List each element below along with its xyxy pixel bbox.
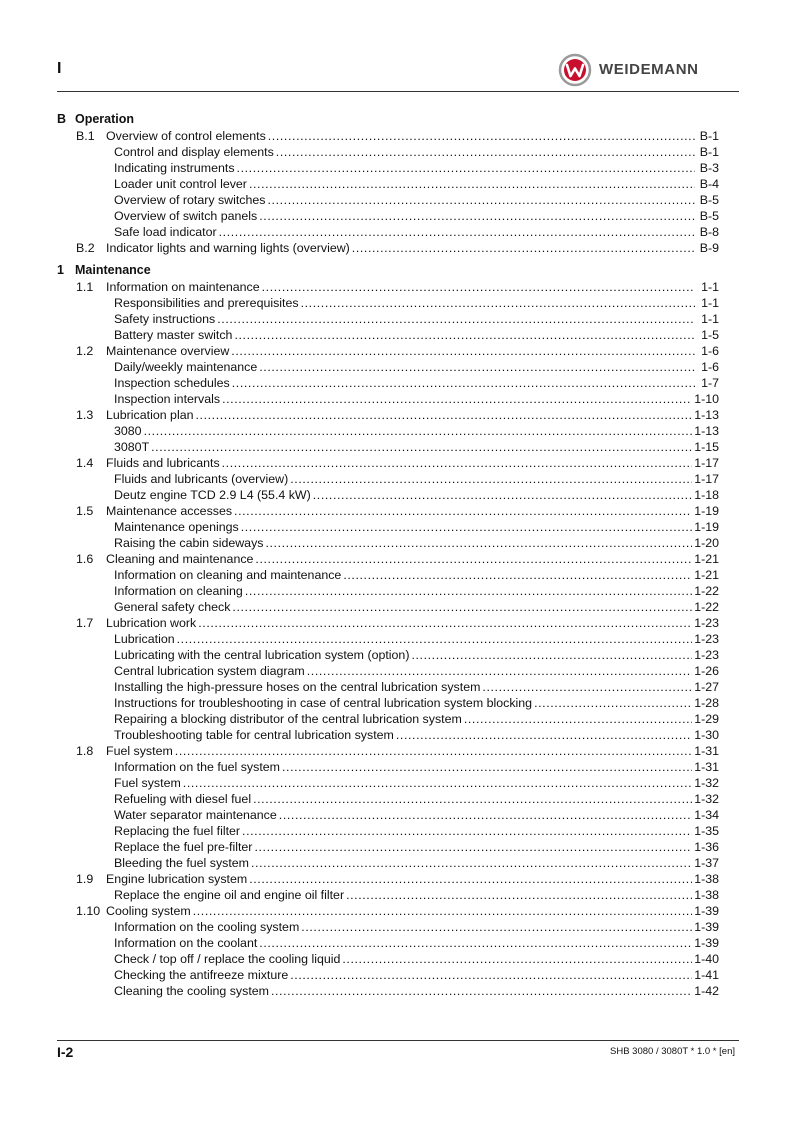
entry-title: Maintenance overview [106,344,230,358]
entry-title: 3080 [114,424,142,438]
weidemann-logo [558,53,738,87]
entry-page-number: B-8 [699,225,719,239]
dot-leader [242,824,692,839]
toc-entry[interactable] [57,775,719,791]
entry-title: Daily/weekly maintenance [114,360,258,374]
toc-entry[interactable] [57,967,719,983]
entry-page-number: 1-5 [701,328,719,342]
dot-leader [241,520,693,535]
toc-entry[interactable] [57,935,719,951]
entry-page-number: 1-28 [694,696,719,710]
entry-page-number: 1-13 [694,408,719,422]
entry-page-number: 1-42 [694,984,719,998]
toc-entry[interactable] [57,279,719,295]
dot-leader [175,744,692,759]
entry-title: 3080T [114,440,150,454]
index-letter: I [57,60,62,77]
entry-page-number: 1-35 [694,824,719,838]
toc-entry[interactable] [57,311,719,327]
toc-entry[interactable] [57,240,719,256]
toc-entry[interactable] [57,551,719,567]
dot-leader [279,808,692,823]
entry-page-number: 1-23 [694,648,719,662]
entry-title: Engine lubrication system [106,872,248,886]
dot-leader [196,408,693,423]
entry-number: 1.8 [76,744,94,758]
entry-title: Indicator lights and warning lights (overview) [106,241,350,255]
toc-entry[interactable] [57,439,719,455]
entry-title: Safety instructions [114,312,216,326]
entry-title: Responsibilities and prerequisites [114,296,299,310]
entry-title: General safety check [114,600,231,614]
entry-title: Cooling system [106,904,191,918]
entry-page-number: 1-17 [694,472,719,486]
toc-entry[interactable] [57,327,719,343]
dot-leader [177,632,693,647]
entry-page-number: 1-39 [694,920,719,934]
toc-entry[interactable] [57,599,719,615]
toc-entry[interactable] [57,224,719,240]
toc-entry[interactable] [57,359,719,375]
toc-entry[interactable] [57,855,719,871]
entry-title: Overview of control elements [106,129,266,143]
entry-page-number: 1-13 [694,424,719,438]
toc-entry[interactable] [57,663,719,679]
dot-leader [222,456,693,471]
entry-title: Loader unit control lever [114,177,247,191]
toc-entry[interactable] [57,343,719,359]
dot-leader [251,856,692,871]
dot-leader [253,792,692,807]
entry-title: Maintenance openings [114,520,239,534]
section-number: B [57,112,67,126]
toc-entry[interactable] [57,791,719,807]
toc-entry[interactable] [57,160,719,176]
entry-page-number: 1-21 [694,568,719,582]
entry-page-number: 1-39 [694,904,719,918]
entry-title: Information on cleaning [114,584,243,598]
toc-entry[interactable] [57,128,719,144]
dot-leader [232,600,692,615]
entry-page-number: 1-6 [701,360,719,374]
entry-page-number: 1-17 [694,456,719,470]
toc-entry[interactable] [57,647,719,663]
logo-emblem-icon [558,53,594,87]
entry-title: Repairing a blocking distributor of the central lubrication system [114,712,462,726]
entry-title: Inspection schedules [114,376,230,390]
dot-leader [313,488,692,503]
toc-section-heading [57,263,719,279]
entry-title: Instructions for troubleshooting in case of central lubrication system blocking [114,696,533,710]
entry-title: Control and display elements [114,145,274,159]
entry-title: Lubricating with the central lubrication system (option) [114,648,410,662]
entry-title: Refueling with diesel fuel [114,792,252,806]
toc-entry[interactable] [57,823,719,839]
dot-leader [464,712,692,727]
toc-entry[interactable] [57,583,719,599]
entry-page-number: 1-18 [694,488,719,502]
dot-leader [267,193,695,208]
entry-number: 1.10 [76,904,101,918]
entry-page-number: B-1 [699,129,719,143]
entry-title: Deutz engine TCD 2.9 L4 (55.4 kW) [114,488,311,502]
entry-number: B.2 [76,241,95,255]
table-of-contents [57,110,719,999]
entry-page-number: B-5 [699,193,719,207]
entry-number: 1.4 [76,456,94,470]
toc-entry[interactable] [57,727,719,743]
dot-leader [259,360,695,375]
toc-entry[interactable] [57,208,719,224]
dot-leader [255,552,692,567]
entry-title: Information on the cooling system [114,920,300,934]
entry-title: Checking the antifreeze mixture [114,968,289,982]
entry-title: Battery master switch [114,328,233,342]
dot-leader [343,568,692,583]
entry-title: Fluids and lubricants [106,456,220,470]
dot-leader [234,328,695,343]
entry-title: Indicating instruments [114,161,235,175]
entry-title: Central lubrication system diagram [114,664,305,678]
entry-page-number: 1-38 [694,872,719,886]
dot-leader [183,776,692,791]
dot-leader [346,888,692,903]
dot-leader [482,680,692,695]
entry-title: Lubrication plan [106,408,194,422]
dot-leader [151,440,692,455]
dot-leader [245,584,692,599]
entry-page-number: 1-22 [694,600,719,614]
entry-title: Installing the high-pressure hoses on the central lubrication system [114,680,481,694]
entry-page-number: B-9 [699,241,719,255]
dot-leader [411,648,692,663]
entry-number: 1.9 [76,872,94,886]
entry-page-number: 1-21 [694,552,719,566]
dot-leader [234,504,692,519]
toc-entry[interactable] [57,615,719,631]
entry-page-number: 1-7 [701,376,719,390]
toc-entry[interactable] [57,535,719,551]
dot-leader [301,920,692,935]
entry-page-number: B-1 [699,145,719,159]
dot-leader [222,392,692,407]
toc-entry[interactable] [57,887,719,903]
entry-title: Maintenance accesses [106,504,233,518]
toc-entry[interactable] [57,503,719,519]
entry-page-number: 1-37 [694,856,719,870]
entry-title: Water separator maintenance [114,808,277,822]
entry-title: Replacing the fuel filter [114,824,241,838]
entry-page-number: 1-1 [701,312,719,326]
toc-entry[interactable] [57,631,719,647]
entry-title: Information on maintenance [106,280,260,294]
section-title: Maintenance [75,263,151,277]
toc-entry[interactable] [57,192,719,208]
toc-entry[interactable] [57,295,719,311]
entry-title: Information on the coolant [114,936,258,950]
entry-page-number: 1-30 [694,728,719,742]
entry-number: 1.2 [76,344,94,358]
toc-entry[interactable] [57,839,719,855]
toc-entry[interactable] [57,711,719,727]
dot-leader [282,760,692,775]
toc-entry[interactable] [57,519,719,535]
dot-leader [352,241,695,256]
toc-entry[interactable] [57,455,719,471]
toc-entry[interactable] [57,807,719,823]
footer-page-number: I-2 [57,1044,74,1060]
toc-entry[interactable] [57,144,719,160]
entry-page-number: 1-32 [694,776,719,790]
dot-leader [254,840,692,855]
entry-page-number: 1-40 [694,952,719,966]
toc-entry[interactable] [57,743,719,759]
entry-title: Safe load indicator [114,225,217,239]
section-title: Operation [75,112,135,126]
entry-number: 1.5 [76,504,94,518]
entry-page-number: 1-26 [694,664,719,678]
entry-page-number: B-4 [699,177,719,191]
entry-title: Check / top off / replace the cooling liquid [114,952,341,966]
entry-page-number: B-5 [699,209,719,223]
dot-leader [232,376,695,391]
toc-entry[interactable] [57,759,719,775]
header-divider [57,91,739,92]
toc-entry[interactable] [57,951,719,967]
dot-leader [265,536,692,551]
entry-page-number: 1-31 [694,744,719,758]
toc-entry[interactable] [57,375,719,391]
entry-page-number: 1-36 [694,840,719,854]
footer-divider [57,1040,739,1041]
dot-leader [217,312,695,327]
dot-leader [144,424,693,439]
section-number: 1 [57,263,64,277]
entry-page-number: 1-41 [694,968,719,982]
toc-entry[interactable] [57,903,719,919]
entry-page-number: 1-27 [694,680,719,694]
entry-title: Bleeding the fuel system [114,856,249,870]
toc-entry[interactable] [57,471,719,487]
dot-leader [249,872,692,887]
dot-leader [276,145,695,160]
entry-page-number: 1-19 [694,504,719,518]
entry-page-number: B-3 [699,161,719,175]
entry-title: Troubleshooting table for central lubrication system [114,728,394,742]
dot-leader [259,209,695,224]
entry-page-number: 1-15 [694,440,719,454]
toc-section-heading [57,112,719,128]
toc-entry[interactable] [57,695,719,711]
entry-number: 1.6 [76,552,94,566]
toc-entry[interactable] [57,423,719,439]
entry-title: Information on cleaning and maintenance [114,568,342,582]
entry-page-number: 1-31 [694,760,719,774]
dot-leader [268,129,695,144]
dot-leader [198,616,692,631]
toc-entry[interactable] [57,983,719,999]
entry-page-number: 1-19 [694,520,719,534]
toc-entry[interactable] [57,407,719,423]
toc-entry[interactable] [57,391,719,407]
dot-leader [271,984,692,999]
entry-title: Cleaning and maintenance [106,552,254,566]
dot-leader [237,161,695,176]
toc-entry[interactable] [57,176,719,192]
dot-leader [301,296,695,311]
entry-page-number: 1-23 [694,632,719,646]
toc-entry[interactable] [57,487,719,503]
entry-title: Lubrication [114,632,175,646]
entry-page-number: 1-23 [694,616,719,630]
entry-page-number: 1-34 [694,808,719,822]
toc-entry[interactable] [57,567,719,583]
entry-title: Fuel system [114,776,181,790]
entry-title: Overview of switch panels [114,209,258,223]
entry-title: Lubrication work [106,616,197,630]
entry-page-number: 1-22 [694,584,719,598]
toc-entry[interactable] [57,679,719,695]
entry-page-number: 1-20 [694,536,719,550]
dot-leader [231,344,695,359]
entry-title: Information on the fuel system [114,760,280,774]
entry-title: Replace the fuel pre-filter [114,840,253,854]
entry-number: 1.7 [76,616,94,630]
brand-name: WEIDEMANN [599,61,699,78]
entry-number: 1.1 [76,280,94,294]
entry-page-number: 1-1 [701,280,719,294]
entry-number: 1.3 [76,408,94,422]
toc-entry[interactable] [57,919,719,935]
dot-leader [290,472,692,487]
entry-number: B.1 [76,129,95,143]
entry-title: Inspection intervals [114,392,221,406]
entry-page-number: 1-38 [694,888,719,902]
entry-title: Fuel system [106,744,173,758]
entry-title: Replace the engine oil and engine oil filter [114,888,345,902]
entry-page-number: 1-29 [694,712,719,726]
dot-leader [307,664,692,679]
footer-document-reference: SHB 3080 / 3080T * 1.0 * [en] [610,1046,735,1057]
entry-title: Cleaning the cooling system [114,984,269,998]
entry-page-number: 1-39 [694,936,719,950]
entry-page-number: 1-10 [694,392,719,406]
entry-title: Raising the cabin sideways [114,536,264,550]
dot-leader [262,280,695,295]
entry-title: Overview of rotary switches [114,193,266,207]
dot-leader [193,904,692,919]
dot-leader [219,225,695,240]
dot-leader [290,968,692,983]
entry-page-number: 1-1 [701,296,719,310]
entry-page-number: 1-32 [694,792,719,806]
dot-leader [396,728,692,743]
dot-leader [249,177,695,192]
dot-leader [259,936,692,951]
dot-leader [534,696,692,711]
toc-entry[interactable] [57,871,719,887]
entry-title: Fluids and lubricants (overview) [114,472,289,486]
dot-leader [342,952,692,967]
entry-page-number: 1-6 [701,344,719,358]
